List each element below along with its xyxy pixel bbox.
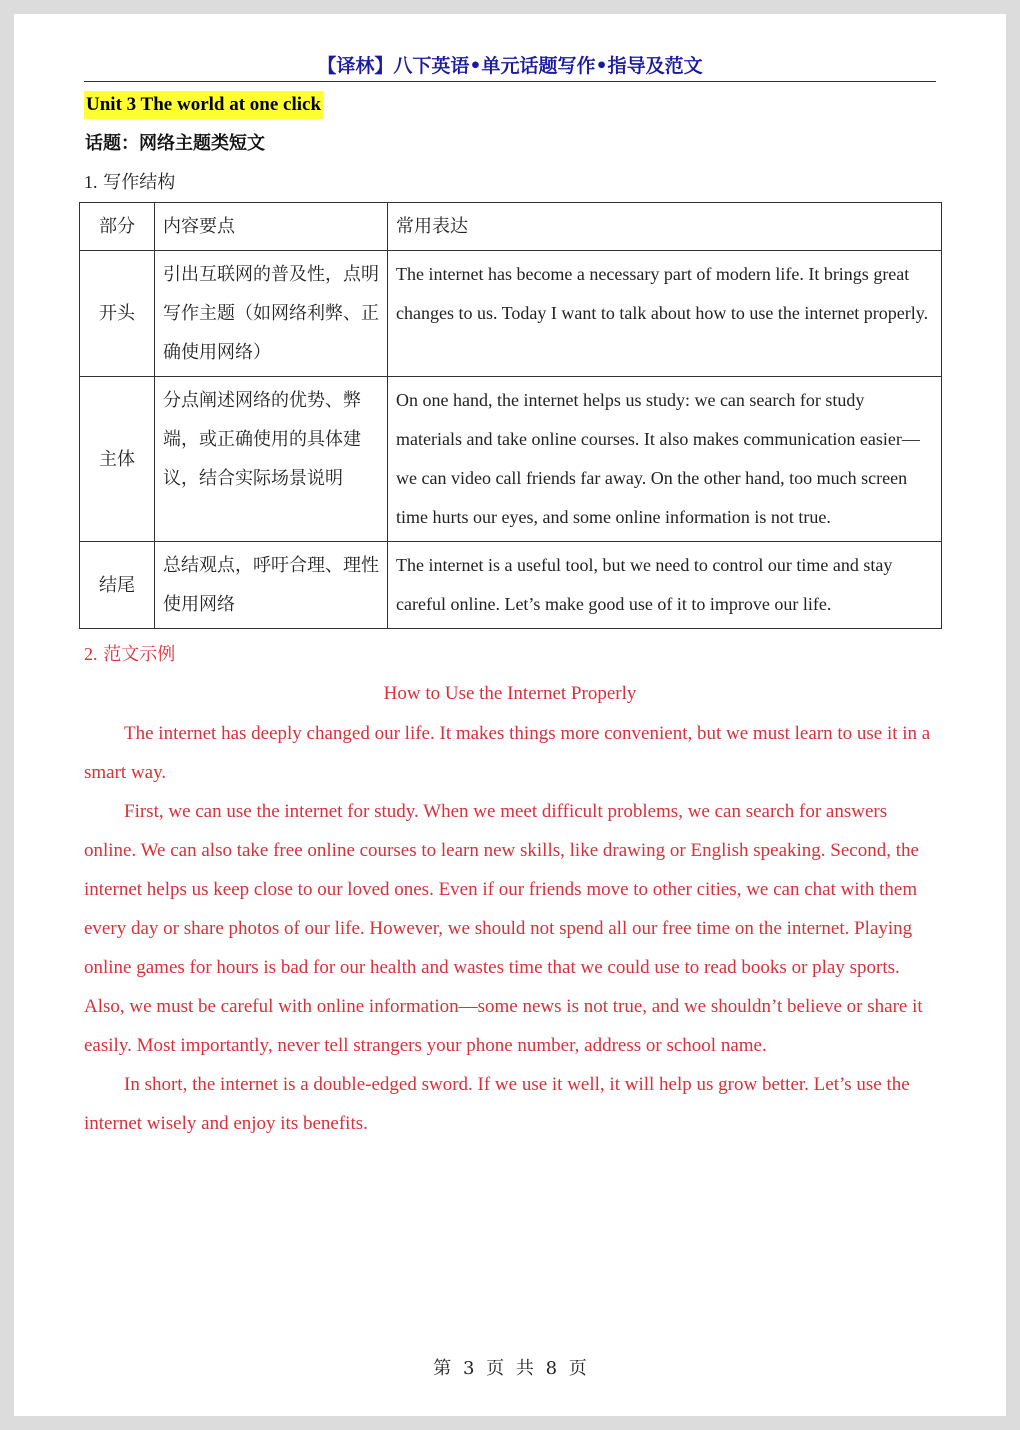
page-number-footer: 第 3 页 共 8 页 — [433, 1358, 587, 1379]
table-row — [80, 542, 942, 629]
section-number: 2. — [84, 644, 98, 664]
essay-title: How to Use the Internet Properly — [383, 683, 637, 704]
essay-paragraph: The internet has deeply changed our life. It makes things more convenient, but we must learn to use it in a smart way. — [84, 723, 931, 783]
writing-structure-table — [79, 202, 942, 629]
unit-title: Unit 3 The world at one click — [84, 91, 323, 119]
table-cell-expression: On one hand, the internet helps us study: we can search for study materials and take online courses. It also makes communication easier—we can video call friends far away. On the other hand, too much screen time hurts our eyes, and some online information is not true. — [388, 377, 942, 542]
section-number: 1. — [84, 172, 98, 192]
table-header-row — [80, 203, 942, 251]
column-header: 常用表达 — [388, 203, 942, 251]
section-title: 范文示例 — [103, 644, 176, 665]
essay-body — [84, 714, 936, 1143]
column-header: 部分 — [80, 203, 155, 251]
table-row — [80, 377, 942, 542]
table-cell-part: 结尾 — [80, 542, 155, 629]
essay-paragraph: In short, the internet is a double-edged sword. If we use it well, it will help us grow better. Let’s use the internet wisely and enjoy its benefits. — [84, 1074, 910, 1134]
essay-paragraph: First, we can use the internet for study. When we meet difficult problems, we can search for answers online. We can also take free online courses to learn new skills, like drawing or English speaking. Second, the internet helps us keep close to our loved ones. Even if our friends move to other cities, we can chat with them every day or share photos of our life. However, we should not spend all our free time on the internet. Playing online games for hours is bad for our health and wastes time that we could use to read books or play sports. Also, we must be careful with online information—some news is not true, and we shouldn’t believe or share it easily. Most importantly, never tell strangers your phone number, address or school name. — [84, 801, 923, 1056]
section-heading-sample — [84, 640, 175, 669]
topic-label: 话题：网络主题类短文 — [85, 133, 265, 154]
section-heading-structure — [84, 168, 175, 197]
section-title: 写作结构 — [103, 172, 176, 193]
document-page — [14, 14, 1006, 1416]
column-header: 内容要点 — [155, 203, 388, 251]
table-cell-part: 主体 — [80, 377, 155, 542]
table-cell-expression: The internet is a useful tool, but we need to control our time and stay careful online. Let’s make good use of it to improve our life. — [388, 542, 942, 629]
table-cell-points: 引出互联网的普及性，点明写作主题（如网络利弊、正确使用网络） — [155, 251, 388, 377]
table-cell-part: 开头 — [80, 251, 155, 377]
table-cell-points: 总结观点，呼吁合理、理性使用网络 — [155, 542, 388, 629]
table-row — [80, 251, 942, 377]
table-cell-expression: The internet has become a necessary part of modern life. It brings great changes to us. Today I want to talk about how to use the internet properly. — [388, 251, 942, 377]
header-divider — [84, 81, 936, 82]
table-cell-points: 分点阐述网络的优势、弊端，或正确使用的具体建议，结合实际场景说明 — [155, 377, 388, 542]
page-header-title: 【译林】八下英语•单元话题写作•指导及范文 — [317, 55, 703, 77]
